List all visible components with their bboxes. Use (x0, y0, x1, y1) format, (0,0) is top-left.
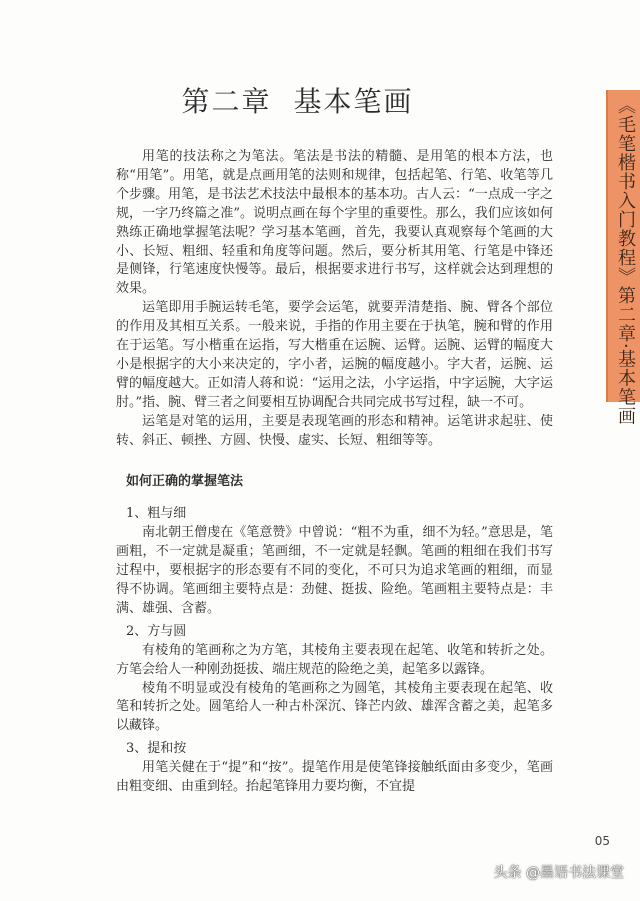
section-heading: 如何正确的掌握笔法 (126, 473, 244, 489)
chapter-title (0, 80, 595, 120)
paragraph-square: 有棱角的笔画称之为方笔，其棱角主要表现在起笔、收笔和转折之处。方笔会给人一种刚劲挺拔、端庄规范的险绝之美，起笔多以露锋。 (116, 642, 553, 677)
subheading-square-round: 2、方与圆 (126, 623, 187, 639)
chapter-name: 基本笔画 (293, 85, 414, 118)
paragraph-lift-press: 用笔关健在于“提”和“按”。提笔作用是使笔锋接触纸面由多变少，笔画由粗变细、由重到轻。抬起笔锋用力要均衡，不宜提 (116, 760, 553, 795)
subheading-thick-thin: 1、粗与细 (126, 506, 187, 522)
intro-paragraph-1: 用笔的技法称之为笔法。笔法是书法的精髓、是用笔的根本方法，也称“用笔”。用笔，就是点画用笔的法则和规律，包括起笔、行笔、收笔等几个步骤。用笔，是书法艺术技法中最根本的基本功。古人云：“一点成一字之规，一字乃终篇之准”。说明点画在每个字里的重要性。那么，我们应该如何熟练正确地掌握笔法呢？学习基本笔画，首先，我要认真观察每个笔画的大小、长短、粗细、轻重和角度等问题。然后，要分析其用笔、行笔是中锋还是侧锋，行笔速度快慢等。最后，根据要求进行书写，这样就会达到理想的效果。 (116, 149, 553, 297)
subheading-lift-press: 3、提和按 (126, 741, 187, 757)
paragraph-round: 棱角不明显或没有棱角的笔画称之为圆笔，其棱角主要表现在起笔、收笔和转折之处。圆笔给人一种古朴深沉、锋芒内敛、雄浑含蓄之美，起笔多以藏锋。 (116, 680, 553, 734)
watermark: 头条 @墨语书法课堂 (493, 865, 624, 881)
intro-paragraph-2: 运笔即用手腕运转毛笔，要学会运笔，就要弄清楚指、腕、臂各个部位的作用及其相互关系。一般来说，手指的作用主要在于执笔，腕和臂的作用在于运笔。写小楷重在运指，写大楷重在运腕、运臂。运腕、运臂的幅度大小是根据字的大小来决定的，字小者，运腕的幅度越小。字大者，运腕、运臂的幅度越大。正如清人蒋和说：“运用之法，小字运指，中字运腕，大字运肘。”指、腕、臂三者之间要相互协调配合共同完成书写过程，缺一不可。 (116, 300, 553, 410)
side-chapter-tab (606, 90, 640, 426)
body-text (116, 148, 553, 797)
paragraph-thick-thin: 南北朝王僧虔在《笔意赞》中曾说：“粗不为重，细不为轻。”意思是，笔画粗，不一定就是凝重；笔画细，不一定就是轻飘。笔画的粗细在我们书写过程中，要根据字的形态要有不同的变化，不可只为追求笔画的粗细，而显得不协调。笔画细主要特点是：劲健、挺拔、险绝。笔画粗主要特点是：丰满、雄强、含蓄。 (116, 525, 553, 616)
side-tab-label: 《毛笔楷书入门教程》第二章·基本笔画 (615, 96, 636, 426)
page-number: 05 (594, 834, 610, 848)
intro-paragraph-3: 运笔是对笔的运用，主要是表现笔画的形态和精神。运笔讲求起驻、使转、斜正、顿挫、方圆、快慢、虚实、长短、粗细等等。 (116, 413, 553, 448)
chapter-number: 第二章 (181, 85, 272, 118)
